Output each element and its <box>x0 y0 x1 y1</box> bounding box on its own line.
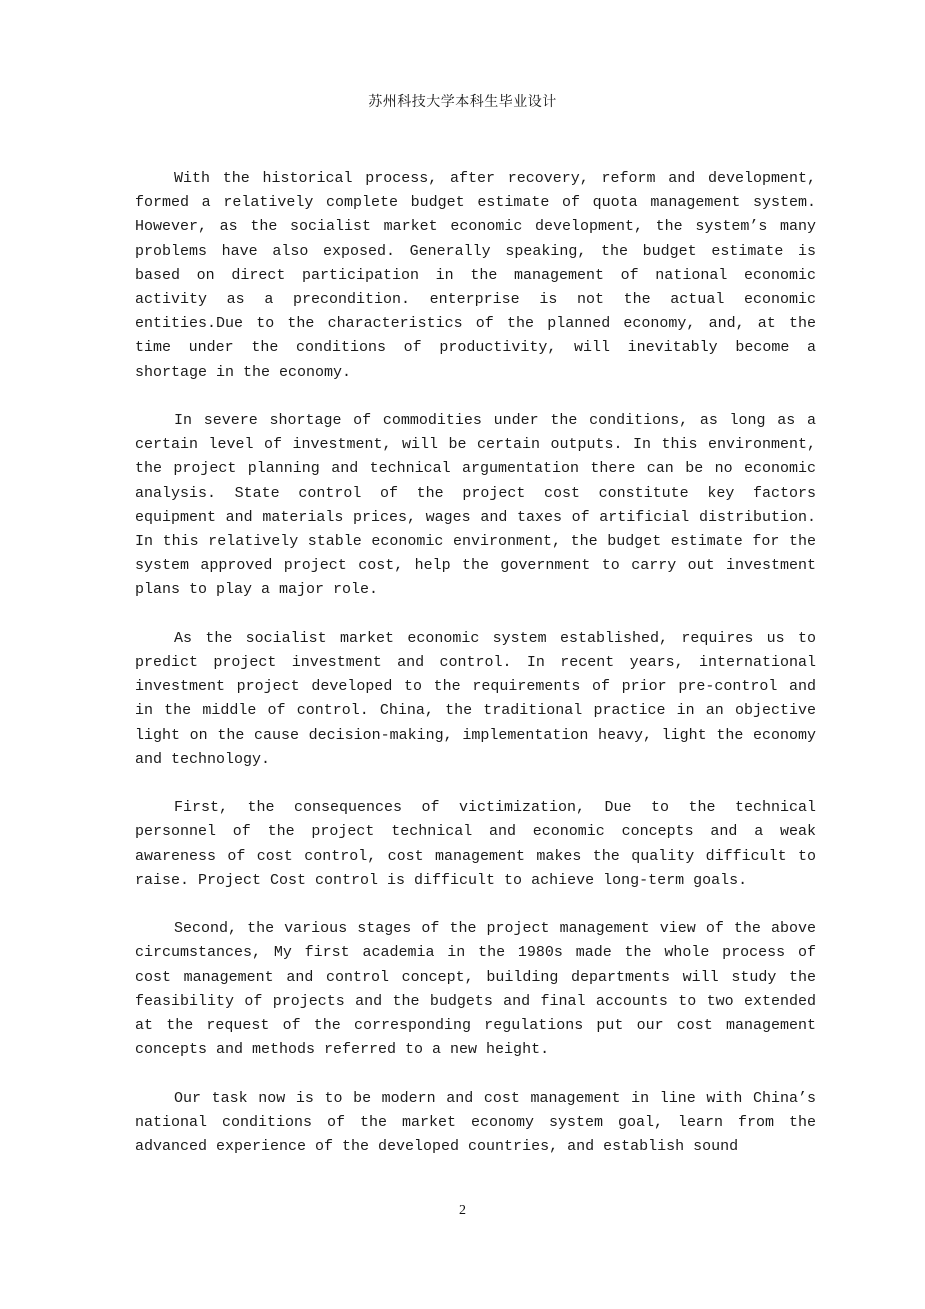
body-text <box>135 167 816 1183</box>
page-number: 2 <box>459 1203 466 1218</box>
running-header: 苏州科技大学本科生毕业设计 <box>368 94 557 110</box>
paragraph-3: As the socialist market economic system established, requires us to predict project investment and control. In recent years, international investment project developed to the requirements of prior pre-control and in the middle of control. China, the traditional practice in an objective light on the cause decision-making, implementation heavy, light the economy and technology. <box>135 629 816 768</box>
paragraph-2: In severe shortage of commodities under the conditions, as long as a certain level of investment, will be certain outputs. In this environment, the project planning and technical argumentation there can be no economic analysis. State control of the project cost constitute key factors equipment and materials prices, wages and taxes of artificial distribution. In this relatively stable economic environment, the budget estimate for the system approved project cost, help the government to carry out investment plans to play a major role. <box>135 412 816 599</box>
paragraph-6: Our task now is to be modern and cost management in line with China’s national conditions of the market economy system goal, learn from the advanced experience of the developed countries, and establish sound <box>135 1089 816 1156</box>
paragraph-1: With the historical process, after recovery, reform and development, formed a relatively complete budget estimate of quota management system. However, as the socialist market economic development, the system’s many problems have also exposed. Generally speaking, the budget estimate is based on direct participation in the management of national economic activity as a precondition. enterprise is not the actual economic entities.Due to the characteristics of the planned economy, and, at the time under the conditions of productivity, will inevitably become a shortage in the economy. <box>135 170 816 381</box>
paragraph-5: Second, the various stages of the project management view of the above circumstances, My first academia in the 1980s made the whole process of cost management and control concept, building departments will study the feasibility of projects and the budgets and final accounts to two extended at the request of the corresponding regulations put our cost management concepts and methods referred to a new height. <box>135 920 816 1059</box>
paragraph-4: First, the consequences of victimization, Due to the technical personnel of the project technical and economic concepts and a weak awareness of cost control, cost management makes the quality difficult to raise. Project Cost control is difficult to achieve long-term goals. <box>135 799 816 889</box>
